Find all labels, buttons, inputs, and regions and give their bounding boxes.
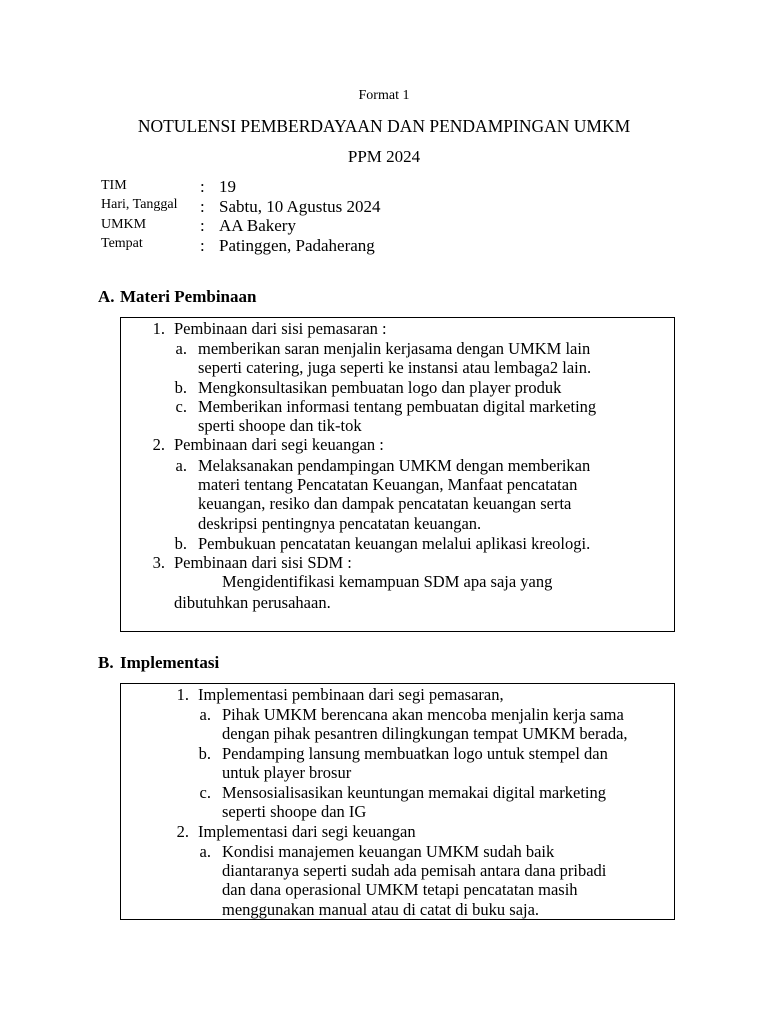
sublist-letter: a.	[199, 842, 211, 861]
meta-value-tim: 19	[219, 177, 236, 196]
format-label: Format 1	[358, 88, 410, 103]
meta-value-umkm: AA Bakery	[219, 216, 296, 235]
sublist-letter: a.	[175, 456, 187, 475]
list-item: Pembinaan dari sisi SDM :	[174, 553, 352, 572]
sublist-letter: c.	[175, 397, 187, 416]
sublist-letter: b.	[198, 744, 211, 763]
sublist-line: materi tentang Pencatatan Keuangan, Manfaat pencatatan	[198, 475, 578, 494]
sublist-line: Mengkonsultasikan pembuatan logo dan player produk	[198, 378, 562, 397]
list-item: Implementasi dari segi keuangan	[198, 822, 416, 841]
sublist-letter: a.	[175, 339, 187, 358]
sublist-line: memberikan saran menjalin kerjasama dengan UMKM lain	[198, 339, 591, 358]
sublist-line: seperti shoope dan IG	[222, 802, 367, 821]
section-a-letter: A.	[98, 287, 115, 306]
section-b-title: Implementasi	[120, 653, 220, 672]
meta-value-date: Sabtu, 10 Agustus 2024	[219, 197, 381, 216]
document-title: NOTULENSI PEMBERDAYAAN DAN PENDAMPINGAN UMKM	[137, 116, 631, 136]
sublist-letter: c.	[199, 783, 211, 802]
sublist-letter: b.	[174, 534, 187, 553]
section-a-heading	[98, 287, 256, 307]
sublist-line: deskripsi pentingnya pencatatan keuangan.	[198, 514, 482, 533]
sublist-line: diantaranya seperti sudah ada pemisah antara dana pribadi	[222, 861, 607, 880]
sublist-letter: b.	[174, 378, 187, 397]
meta-label-tim: TIM	[101, 178, 127, 193]
sublist-line: sperti shoope dan tik-tok	[198, 416, 362, 435]
sublist-line: Pendamping lansung membuatkan logo untuk stempel dan	[222, 744, 608, 763]
meta-colon: :	[200, 197, 205, 216]
paragraph-line: Mengidentifikasi kemampuan SDM apa saja yang	[222, 572, 553, 591]
sublist-line: seperti catering, juga seperti ke instansi atau lembaga2 lain.	[198, 358, 592, 377]
sublist-line: Pihak UMKM berencana akan mencoba menjalin kerja sama	[222, 705, 624, 724]
document-subtitle: PPM 2024	[347, 147, 421, 166]
sublist-letter: a.	[199, 705, 211, 724]
section-a-title: Materi Pembinaan	[120, 287, 257, 306]
sublist-line: keuangan, resiko dan dampak pencatatan keuangan serta	[198, 494, 572, 513]
meta-label-umkm: UMKM	[101, 217, 147, 232]
list-item: Pembinaan dari sisi pemasaran :	[174, 319, 387, 338]
meta-colon: :	[200, 236, 205, 255]
section-b-letter: B.	[98, 653, 114, 672]
sublist-line: Memberikan informasi tentang pembuatan digital marketing	[198, 397, 597, 416]
sublist-line: dengan pihak pesantren dilingkungan tempat UMKM berada,	[222, 724, 628, 743]
sublist-line: untuk player brosur	[222, 763, 352, 782]
section-b-heading	[98, 653, 219, 673]
sublist-line: Mensosialisasikan keuntungan memakai digital marketing	[222, 783, 606, 802]
list-number: 2.	[176, 822, 189, 841]
sublist-line: Melaksanakan pendampingan UMKM dengan memberikan	[198, 456, 591, 475]
paragraph-line: dibutuhkan perusahaan.	[174, 593, 331, 612]
sublist-line: menggunakan manual atau di catat di buku saja.	[222, 900, 540, 919]
list-number: 2.	[152, 435, 165, 454]
meta-colon: :	[200, 177, 205, 196]
meta-value-place: Patinggen, Padaherang	[219, 236, 375, 255]
meta-label-place: Tempat	[101, 236, 143, 251]
list-item: Implementasi pembinaan dari segi pemasaran,	[198, 685, 504, 704]
sublist-line: Kondisi manajemen keuangan UMKM sudah baik	[222, 842, 555, 861]
list-number: 3.	[152, 553, 165, 572]
meta-colon: :	[200, 216, 205, 235]
sublist-line: Pembukuan pencatatan keuangan melalui aplikasi kreologi.	[198, 534, 591, 553]
sublist-line: dan dana operasional UMKM tetapi pencatatan masih	[222, 880, 578, 899]
list-number: 1.	[152, 319, 165, 338]
meta-label-date: Hari, Tanggal	[101, 197, 178, 212]
list-item: Pembinaan dari segi keuangan :	[174, 435, 384, 454]
list-number: 1.	[176, 685, 189, 704]
